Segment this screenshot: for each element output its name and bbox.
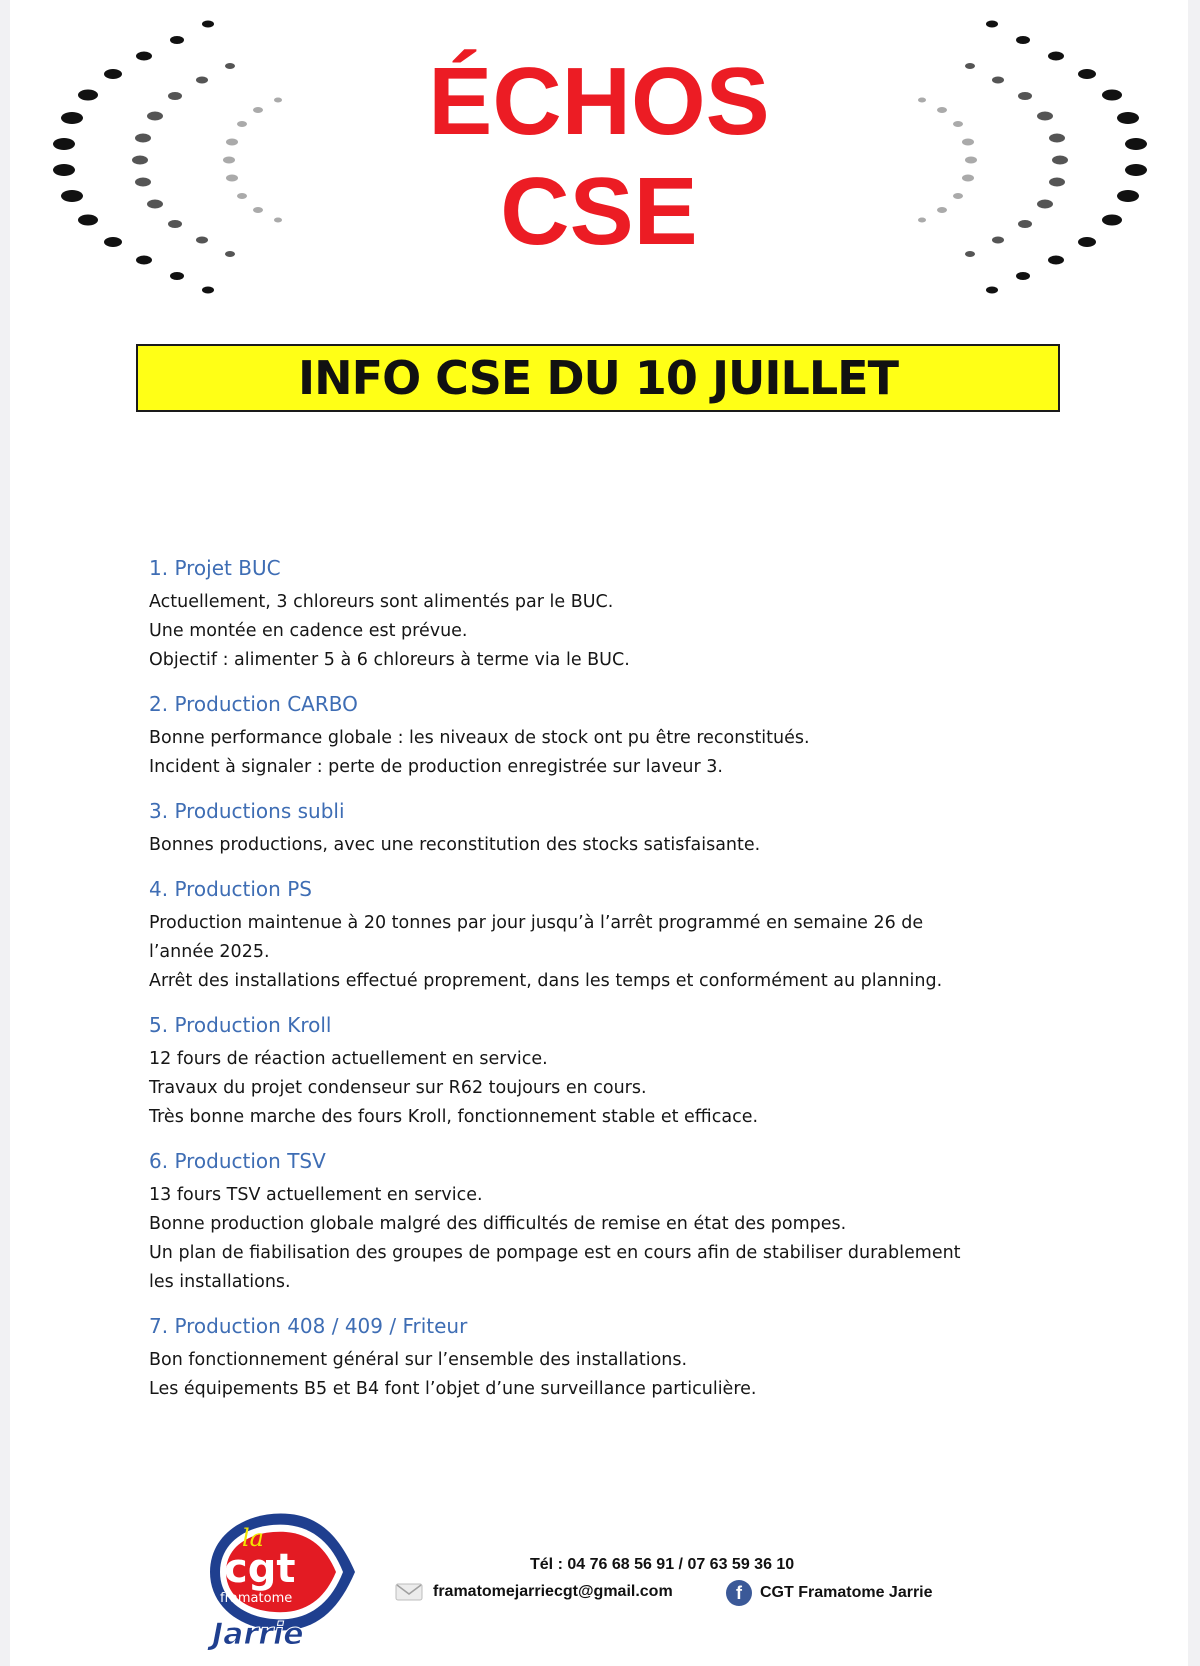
section (149, 1311, 1079, 1404)
page (10, 0, 1188, 1666)
section (149, 689, 1079, 782)
facebook-icon: f (726, 1580, 752, 1606)
section (149, 553, 1079, 675)
section-line: Arrêt des installations effectué proprement, dans les temps et conformément au planning. (149, 971, 943, 991)
section (149, 1010, 1079, 1132)
banner-text: INFO CSE DU 10 JUILLET (298, 351, 898, 405)
section-line: Actuellement, 3 chloreurs sont alimentés par le BUC. (149, 592, 614, 612)
header-title-line2: CSE (500, 158, 698, 265)
section-line: Bonne production globale malgré des difficultés de remise en état des pompes. (149, 1214, 847, 1234)
section-line: Une montée en cadence est prévue. (149, 621, 468, 641)
envelope-icon (395, 1582, 423, 1602)
section (149, 1146, 1079, 1297)
section-line: 12 fours de réaction actuellement en service. (149, 1049, 548, 1069)
section-line: Bonnes productions, avec une reconstitution des stocks satisfaisante. (149, 835, 761, 855)
section-line: Bonne performance globale : les niveaux de stock ont pu être reconstitués. (149, 728, 810, 748)
info-banner (136, 344, 1060, 412)
logo-jarrie-text: Jarrie (212, 1617, 304, 1652)
section-line: Un plan de fiabilisation des groupes de pompage est en cours afin de stabiliser durablement (149, 1243, 961, 1263)
section-title: 7. Production 408 / 409 / Friteur (149, 1314, 468, 1338)
facebook-row[interactable] (726, 1580, 933, 1606)
section-title: 1. Projet BUC (149, 556, 281, 580)
phone-number: Tél : 04 76 68 56 91 / 07 63 59 36 10 (530, 1556, 795, 1573)
section-title: 6. Production TSV (149, 1149, 326, 1173)
logo-la-text: la (242, 1524, 264, 1552)
section-title: 4. Production PS (149, 877, 312, 901)
email-row[interactable] (395, 1582, 673, 1602)
section-title: 3. Productions subli (149, 799, 345, 823)
cgt-jarrie-logo (190, 1502, 370, 1652)
right-dot-arcs-decoration (870, 0, 1190, 320)
section-title: 2. Production CARBO (149, 692, 358, 716)
section-line: Production maintenue à 20 tonnes par jour jusqu’à l’arrêt programmé en semaine 26 de (149, 913, 924, 933)
section-line: les installations. (149, 1272, 291, 1292)
section-line: Incident à signaler : perte de production enregistrée sur laveur 3. (149, 757, 723, 777)
section-line: l’année 2025. (149, 942, 270, 962)
header-title-line1: ÉCHOS (428, 48, 770, 155)
section (149, 796, 1079, 860)
section (149, 874, 1079, 996)
section-title: 5. Production Kroll (149, 1013, 332, 1037)
section-line: Objectif : alimenter 5 à 6 chloreurs à terme via le BUC. (149, 650, 630, 670)
section-line: Les équipements B5 et B4 font l’objet d’une surveillance particulière. (149, 1379, 757, 1399)
logo-cgt-text: cgt (224, 1546, 296, 1592)
sections-list (149, 553, 1079, 1418)
section-line: Travaux du projet condenseur sur R62 toujours en cours. (149, 1078, 647, 1098)
section-line: Bon fonctionnement général sur l’ensemble des installations. (149, 1350, 688, 1370)
facebook-page-name[interactable]: CGT Framatome Jarrie (760, 1584, 933, 1601)
email-address[interactable]: framatomejarriecgt@gmail.com (433, 1583, 673, 1600)
logo-framatome-text: framatome (220, 1591, 293, 1606)
section-line: 13 fours TSV actuellement en service. (149, 1185, 483, 1205)
left-dot-arcs-decoration (10, 0, 330, 320)
section-line: Très bonne marche des fours Kroll, fonctionnement stable et efficace. (149, 1107, 759, 1127)
